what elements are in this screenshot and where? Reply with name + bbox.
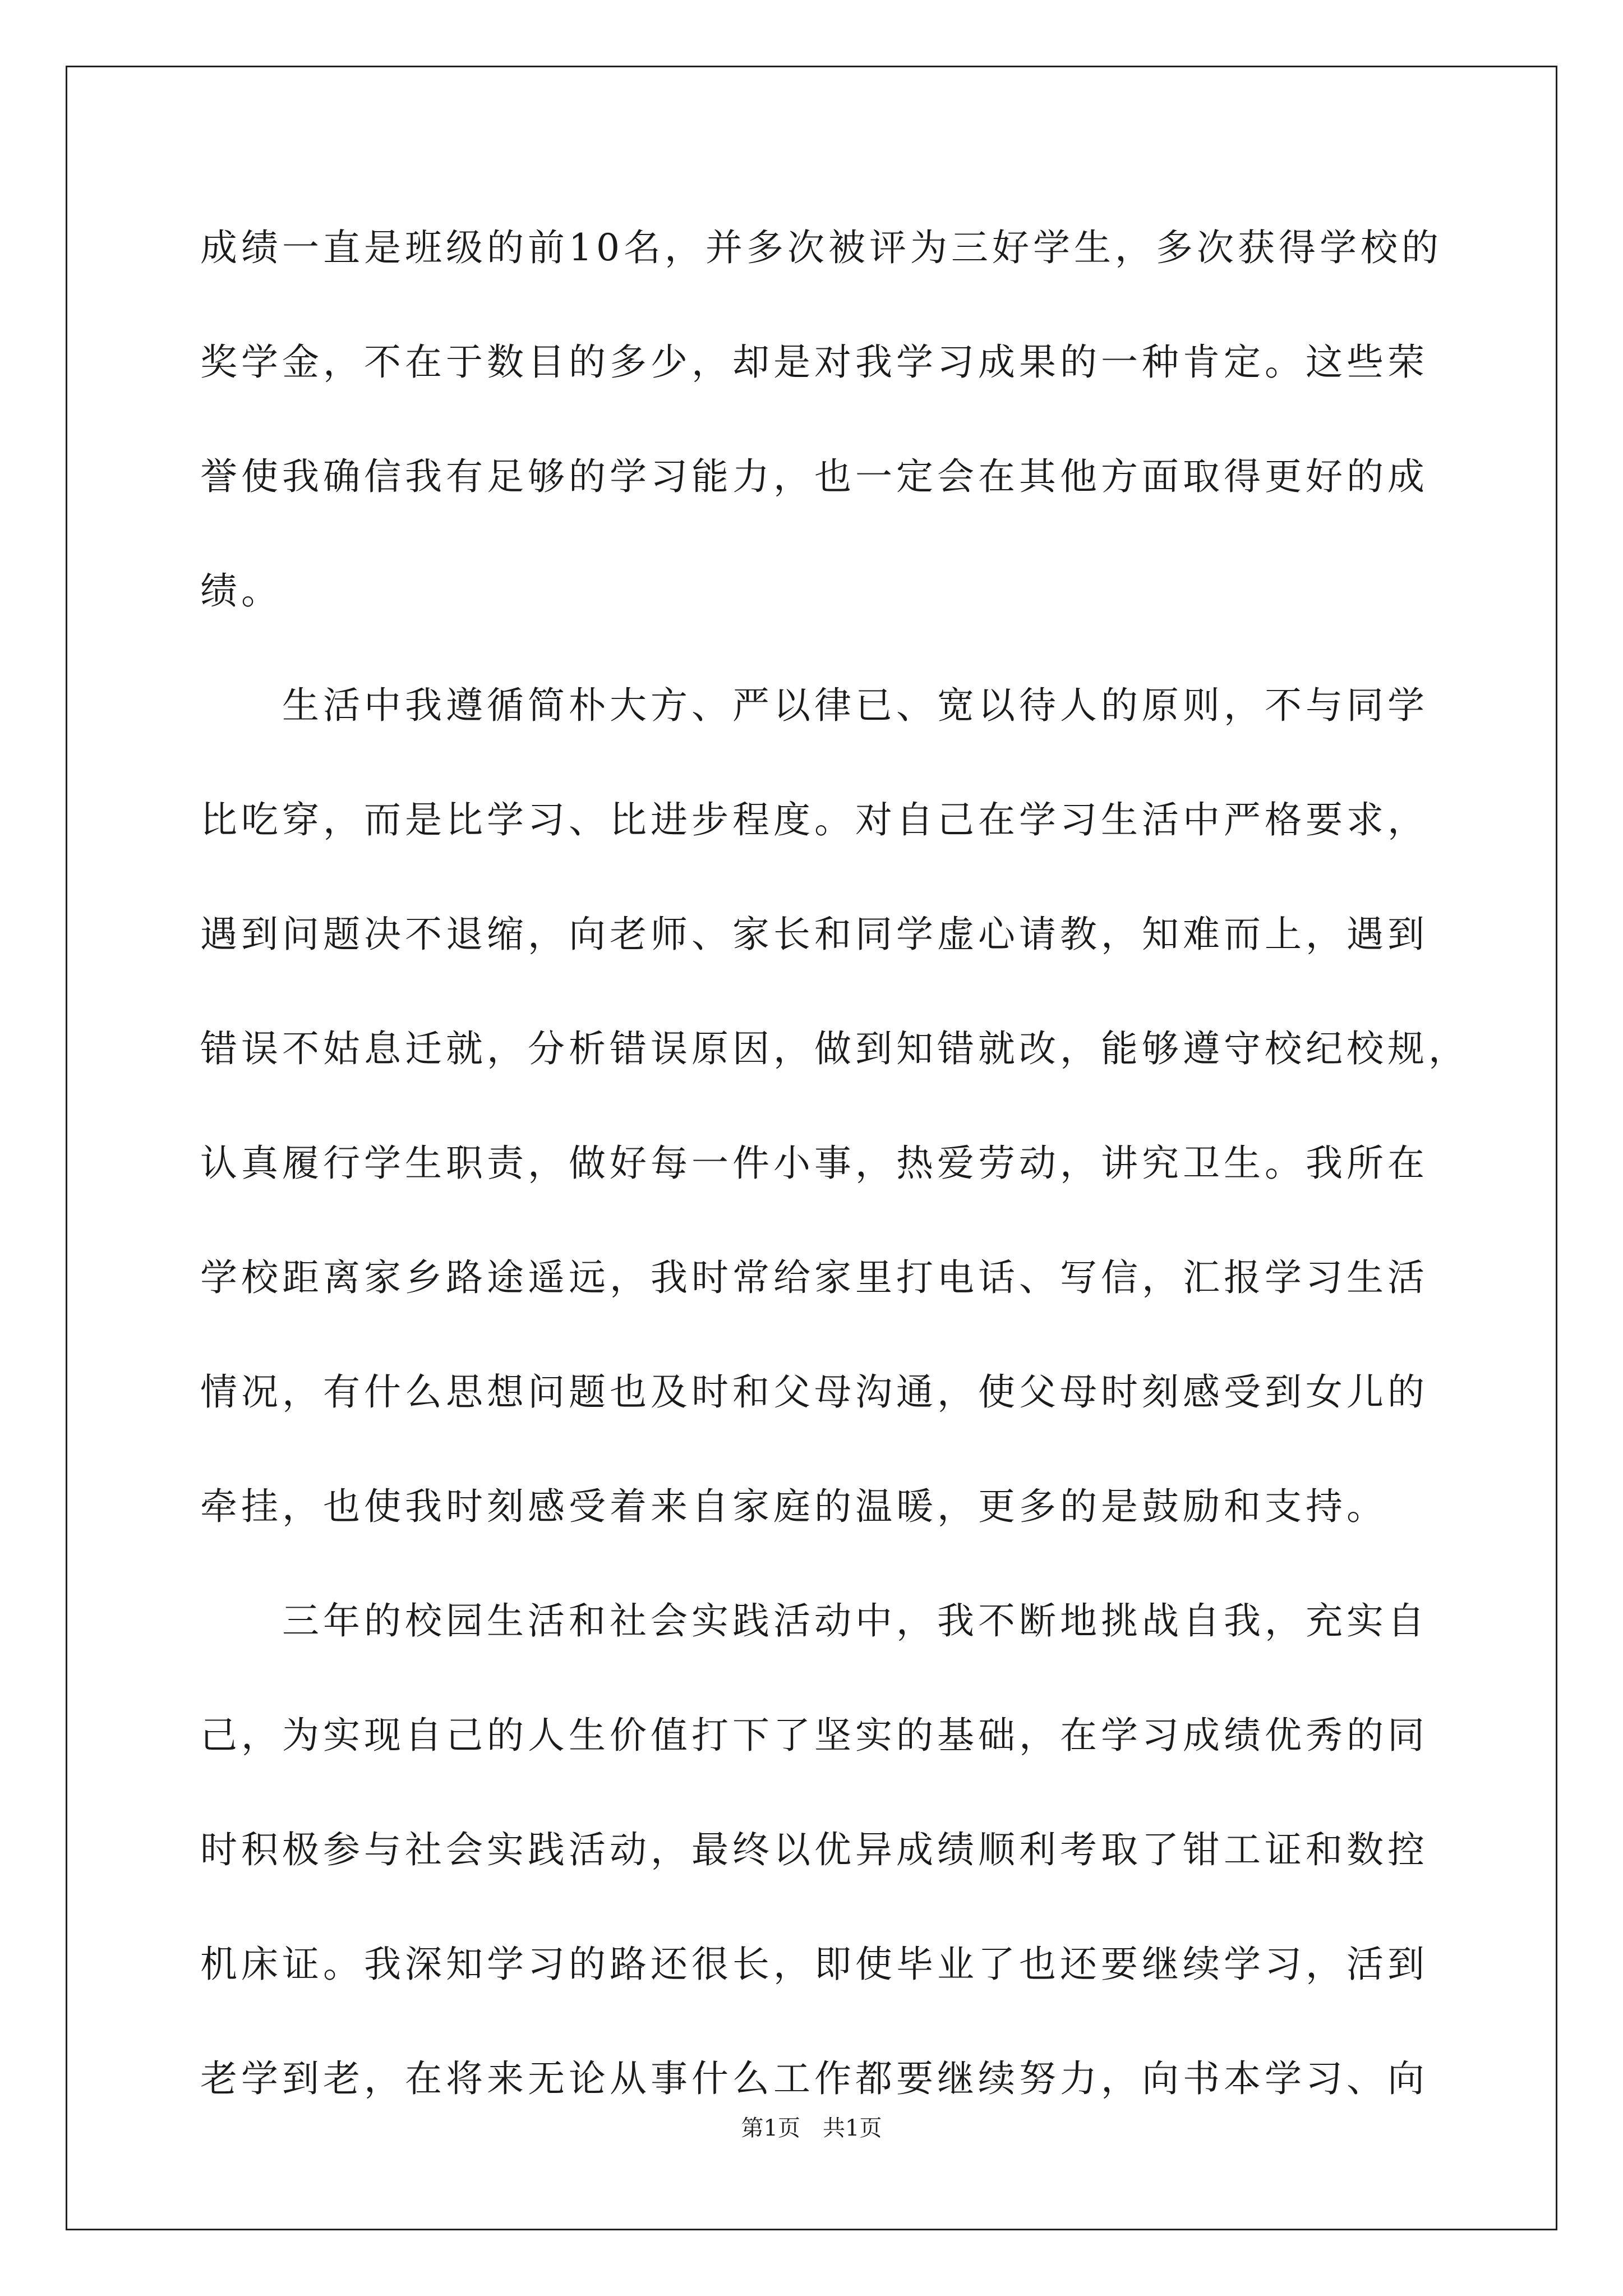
text-line: 成绩一直是班级的前10名，并多次被评为三好学生，多次获得学校的 <box>200 226 1442 269</box>
text-line: 绩。 <box>200 569 282 613</box>
text-line: 三年的校园生活和社会实践活动中，我不断地挑战自我，充实自 <box>200 1599 1428 1642</box>
text-line: 机床证。我深知学习的路还很长，即使毕业了也还要继续学习，活到 <box>200 1943 1428 1986</box>
text-line: 牵挂，也使我时刻感受着来自家庭的温暖，更多的是鼓励和支持。 <box>200 1485 1387 1528</box>
page-number-footer: 第1页 共1页 <box>741 2115 882 2141</box>
text-line: 情况，有什么思想问题也及时和父母沟通，使父母时刻感受到女儿的 <box>200 1370 1428 1414</box>
text-line: 遇到问题决不退缩，向老师、家长和同学虚心请教，知难而上，遇到 <box>200 913 1428 956</box>
text-line: 比吃穿，而是比学习、比进步程度。对自己在学习生活中严格要求， <box>200 798 1428 841</box>
text-line: 认真履行学生职责，做好每一件小事，热爱劳动，讲究卫生。我所在 <box>200 1142 1428 1185</box>
text-line: 错误不姑息迁就，分析错误原因，做到知错就改，能够遵守校纪校规， <box>200 1027 1469 1070</box>
text-line: 己，为实现自己的人生价值打下了坚实的基础，在学习成绩优秀的同 <box>200 1714 1428 1757</box>
document-body <box>200 219 1469 2164</box>
text-line: 生活中我遵循简朴大方、严以律已、宽以待人的原则，不与同学 <box>200 684 1428 727</box>
text-line: 时积极参与社会实践活动，最终以优异成绩顺利考取了钳工证和数控 <box>200 1828 1428 1871</box>
text-line: 奖学金，不在于数目的多少，却是对我学习成果的一种肯定。这些荣 <box>200 341 1428 384</box>
text-line: 誉使我确信我有足够的学习能力，也一定会在其他方面取得更好的成 <box>200 455 1428 498</box>
text-line: 学校距离家乡路途遥远，我时常给家里打电话、写信，汇报学习生活 <box>200 1256 1428 1299</box>
text-line: 老学到老，在将来无论从事什么工作都要继续努力，向书本学习、向 <box>200 2057 1428 2100</box>
